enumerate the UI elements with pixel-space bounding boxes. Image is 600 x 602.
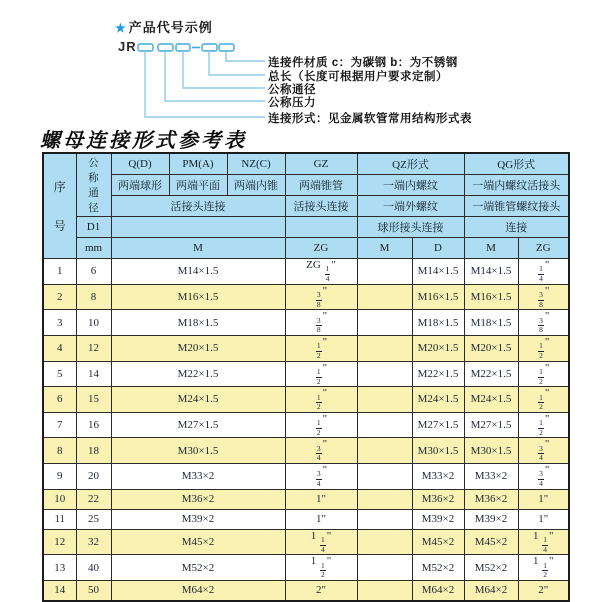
table-cell (357, 310, 412, 336)
table-cell: 20 (76, 464, 111, 490)
table-cell: 2" (285, 580, 357, 601)
table-cell: 7 (43, 412, 76, 438)
nut-connection-table (42, 152, 570, 602)
diagram-label-material: 连接件材质 c：为碳钢 b：为不锈钢 (268, 57, 458, 69)
table-cell: 9 (43, 464, 76, 490)
table-row (43, 335, 569, 361)
table-cell: M22×1.5 (111, 361, 285, 387)
table-cell: $\frac{1}{4}$ " (518, 259, 569, 285)
table-cell: M30×1.5 (111, 438, 285, 464)
table-cell: 10 (43, 489, 76, 509)
table-cell: M24×1.5 (464, 387, 518, 413)
code-boxes (138, 44, 234, 51)
table-cell: M36×2 (111, 489, 285, 509)
table-cell: M20×1.5 (412, 335, 464, 361)
table-cell: M22×1.5 (412, 361, 464, 387)
table-cell: $\frac{3}{4}$ " (518, 438, 569, 464)
table-body (43, 259, 569, 601)
header-qz: QZ形式 (357, 153, 464, 175)
header-blank-cell (111, 217, 285, 238)
header-d1: D1 (76, 217, 111, 238)
table-row (43, 489, 569, 509)
header-gz-connection: 活接头连接 (285, 196, 357, 217)
table-cell: M64×2 (412, 580, 464, 601)
table-cell: 1 $\frac{1}{4}$ " (285, 529, 357, 555)
table-cell: $\frac{3}{4}$ " (285, 464, 357, 490)
table-cell: 6 (43, 387, 76, 413)
table-cell: M52×2 (412, 555, 464, 581)
table-cell: M45×2 (111, 529, 285, 555)
table-cell: 13 (43, 555, 76, 581)
table-row (43, 580, 569, 601)
table-cell: M52×2 (111, 555, 285, 581)
table-row (43, 284, 569, 310)
code-box (158, 44, 173, 51)
table-cell: $\frac{3}{8}$ " (518, 284, 569, 310)
table-cell: $\frac{3}{8}$ " (285, 310, 357, 336)
table-cell: M27×1.5 (111, 412, 285, 438)
table-cell: 16 (76, 412, 111, 438)
header-blank-cell (285, 217, 357, 238)
header-zg-thread: ZG (285, 238, 357, 259)
table-cell: $\frac{1}{2}$ " (518, 361, 569, 387)
header-m-thread: M (111, 238, 285, 259)
table-row (43, 361, 569, 387)
table-row (43, 438, 569, 464)
table-cell: 1 $\frac{1}{2}$ " (518, 555, 569, 581)
table-cell: M18×1.5 (412, 310, 464, 336)
table-cell: M33×2 (111, 464, 285, 490)
header-qz-desc: 一端内螺纹 (357, 175, 464, 196)
table-cell (357, 529, 412, 555)
table-cell: M16×1.5 (464, 284, 518, 310)
header-gz-desc: 两端锥管 (285, 175, 357, 196)
table-cell: M30×1.5 (464, 438, 518, 464)
table-cell: M27×1.5 (464, 412, 518, 438)
diagram-label-pressure: 公称压力 (268, 97, 316, 109)
leader-line-group (145, 51, 265, 117)
header-nz-desc: 两端内锥 (227, 175, 285, 196)
table-cell: 2 (43, 284, 76, 310)
table-cell: M33×2 (412, 464, 464, 490)
table-cell: M36×2 (464, 489, 518, 509)
table-cell: $\frac{1}{2}$ " (285, 387, 357, 413)
table-cell: M16×1.5 (412, 284, 464, 310)
table-cell: M14×1.5 (464, 259, 518, 285)
table-cell: 15 (76, 387, 111, 413)
table-cell: 1" (518, 489, 569, 509)
header-seq: 序 号 (43, 153, 76, 259)
table-cell: 1" (285, 509, 357, 529)
table-cell: $\frac{3}{4}$ " (285, 438, 357, 464)
table-cell: 12 (76, 335, 111, 361)
table-cell: 4 (43, 335, 76, 361)
table-cell: M14×1.5 (412, 259, 464, 285)
table-cell: 2" (518, 580, 569, 601)
table-cell: $\frac{1}{2}$ " (518, 335, 569, 361)
table-cell: $\frac{3}{4}$ " (518, 464, 569, 490)
header-qg-connect: 连接 (464, 217, 569, 238)
table-cell (357, 387, 412, 413)
table-cell (357, 438, 412, 464)
table-cell: 50 (76, 580, 111, 601)
table-cell: ZG $\frac{1}{4}$ " (285, 259, 357, 285)
table-cell: 14 (43, 580, 76, 601)
table-title: 螺母连接形式参考表 (40, 130, 247, 152)
table-cell: M30×1.5 (412, 438, 464, 464)
table-row (43, 509, 569, 529)
table-cell (357, 361, 412, 387)
table-cell: $\frac{1}{2}$ " (285, 335, 357, 361)
header-qg-m: M (464, 238, 518, 259)
table-cell (357, 489, 412, 509)
table-cell: M20×1.5 (111, 335, 285, 361)
table-cell: 3 (43, 310, 76, 336)
table-row (43, 555, 569, 581)
leader-line (209, 51, 265, 75)
table-cell: 1 $\frac{1}{4}$ " (518, 529, 569, 555)
header-union-connection: 活接头连接 (111, 196, 285, 217)
header-qz-m: M (357, 238, 412, 259)
table-cell (357, 335, 412, 361)
table-cell: M45×2 (412, 529, 464, 555)
header-mm: mm (76, 238, 111, 259)
table-cell: M64×2 (111, 580, 285, 601)
table-cell (357, 464, 412, 490)
table-cell: M27×1.5 (412, 412, 464, 438)
table-cell: M39×2 (111, 509, 285, 529)
header-nz: NZ(C) (227, 153, 285, 175)
header-qz-ext-thread: 一端外螺纹 (357, 196, 464, 217)
diagram-title (115, 17, 213, 36)
table-cell: M16×1.5 (111, 284, 285, 310)
table-cell: $\frac{3}{8}$ " (518, 310, 569, 336)
code-box (219, 44, 234, 51)
header-qd: Q(D) (111, 153, 169, 175)
table-cell (357, 580, 412, 601)
table-cell: $\frac{1}{2}$ " (518, 412, 569, 438)
table-cell: M33×2 (464, 464, 518, 490)
table-header (43, 153, 569, 259)
table-cell (357, 259, 412, 285)
header-qz-d: D (412, 238, 464, 259)
header-pm-desc: 两端平面 (169, 175, 227, 196)
table-cell: M45×2 (464, 529, 518, 555)
diagram-label-conn-form: 连接形式：见金属软管常用结构形式表 (268, 113, 472, 125)
table-cell: M36×2 (412, 489, 464, 509)
header-qg-desc: 一端内螺纹活接头 (464, 175, 569, 196)
leader-line (165, 51, 265, 101)
leader-line (183, 51, 265, 88)
table-cell: 1" (518, 509, 569, 529)
header-qg-taper-joint: 一端锥管螺纹接头 (464, 196, 569, 217)
diagram-label-diameter: 公称通径 (268, 84, 316, 96)
table-cell: 12 (43, 529, 76, 555)
table-cell: $\frac{3}{8}$ " (285, 284, 357, 310)
table-cell: M39×2 (464, 509, 518, 529)
diagram-label-length: 总长（长度可根据用户要求定制） (268, 71, 448, 83)
table-cell: 1 (43, 259, 76, 285)
header-qg-zg: ZG (518, 238, 569, 259)
code-box (138, 44, 153, 51)
table-row (43, 387, 569, 413)
header-qg: QG形式 (464, 153, 569, 175)
table-cell: 1 $\frac{1}{2}$ " (285, 555, 357, 581)
leader-line (226, 51, 265, 61)
table-cell: 10 (76, 310, 111, 336)
table-cell: 22 (76, 489, 111, 509)
table-cell (357, 412, 412, 438)
table-cell (357, 555, 412, 581)
header-gz: GZ (285, 153, 357, 175)
header-qd-desc: 两端球形 (111, 175, 169, 196)
table-cell: M24×1.5 (111, 387, 285, 413)
table-cell: 40 (76, 555, 111, 581)
table-cell: M22×1.5 (464, 361, 518, 387)
table-cell: 11 (43, 509, 76, 529)
header-qz-ball-joint: 球形接头连接 (357, 217, 464, 238)
code-box (202, 44, 217, 51)
code-prefix: JR (118, 39, 137, 54)
table-cell: M18×1.5 (464, 310, 518, 336)
table-cell: M64×2 (464, 580, 518, 601)
table-cell: 18 (76, 438, 111, 464)
table-cell (357, 509, 412, 529)
table-cell: M52×2 (464, 555, 518, 581)
table-row (43, 529, 569, 555)
header-nominal-diameter: 公 称 通 径 (76, 153, 111, 217)
table-cell: 8 (76, 284, 111, 310)
table-row (43, 310, 569, 336)
table-cell: $\frac{1}{2}$ " (518, 387, 569, 413)
table-cell: 8 (43, 438, 76, 464)
table-cell: $\frac{1}{2}$ " (285, 361, 357, 387)
table-cell: M18×1.5 (111, 310, 285, 336)
table-cell: 6 (76, 259, 111, 285)
table-cell (357, 284, 412, 310)
table-cell: 32 (76, 529, 111, 555)
table-cell: 1" (285, 489, 357, 509)
table-row (43, 259, 569, 285)
table-cell: M20×1.5 (464, 335, 518, 361)
table-cell: M24×1.5 (412, 387, 464, 413)
header-pm: PM(A) (169, 153, 227, 175)
star-icon: ★ (115, 21, 127, 35)
table-cell: $\frac{1}{2}$ " (285, 412, 357, 438)
code-box (176, 44, 190, 51)
table-cell: M39×2 (412, 509, 464, 529)
table-cell: 5 (43, 361, 76, 387)
table-row (43, 412, 569, 438)
table-cell: 14 (76, 361, 111, 387)
table-row (43, 464, 569, 490)
diagram-title-text: 产品代号示例 (128, 20, 213, 35)
table-cell: M14×1.5 (111, 259, 285, 285)
table-cell: 25 (76, 509, 111, 529)
